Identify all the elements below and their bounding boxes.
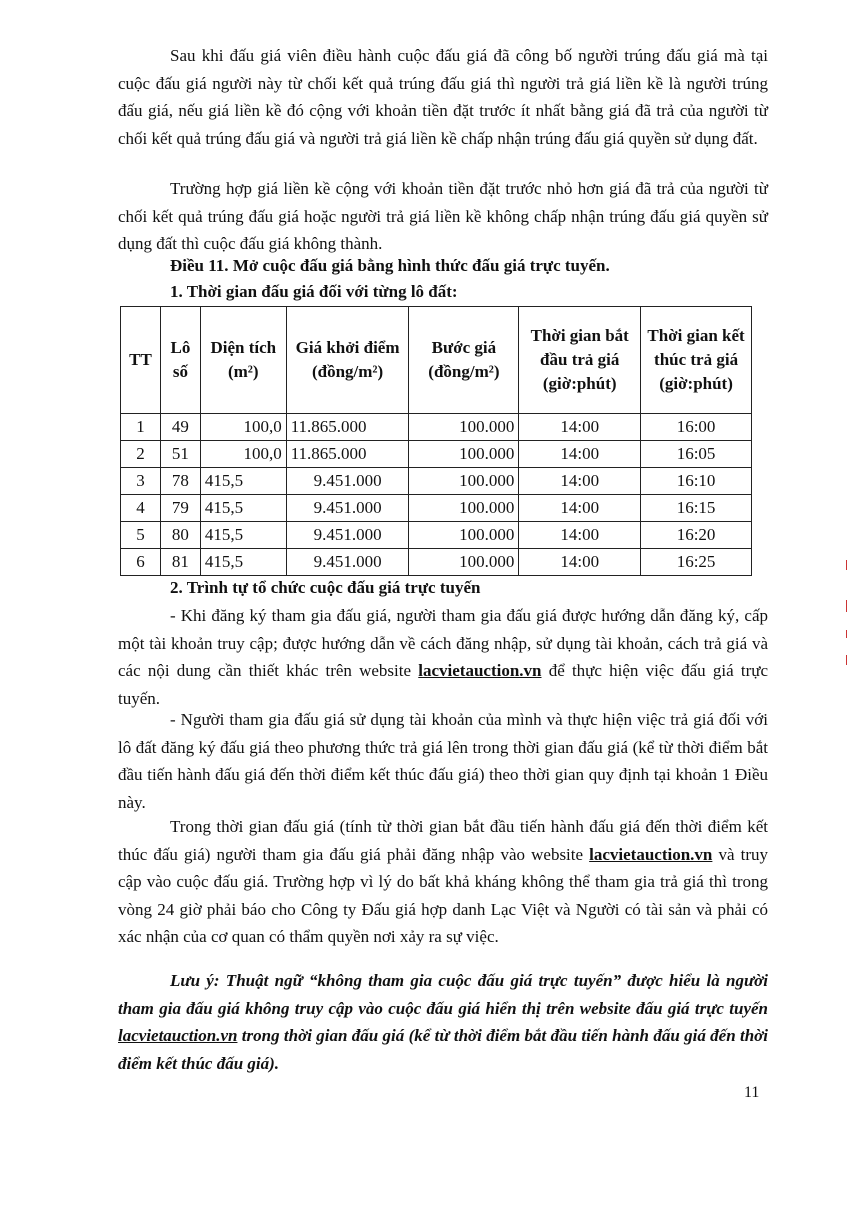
login-text: Trong thời gian đấu giá (tính từ thời gian bắt đầu tiến hành đấu giá đến thời điểm kết thúc đấu giá) người tham gia đấu giá phải đăng nhập vào website [118, 817, 768, 864]
cell-step: 100.000 [409, 441, 519, 468]
cell-end: 16:10 [641, 468, 752, 495]
margin-mark [846, 655, 847, 665]
header-step: Bước giá (đồng/m²) [409, 307, 519, 414]
cell-step: 100.000 [409, 414, 519, 441]
header-area: Diện tích (m²) [200, 307, 286, 414]
article-title: Mở cuộc đấu giá bằng hình thức đấu giá trực tuyến. [232, 256, 610, 275]
paragraph-winner-refusal: Sau khi đấu giá viên điều hành cuộc đấu giá đã công bố người trúng đấu giá mà tại cuộc đấu giá người này từ chối kết quả trúng đấu giá thì người trả giá liền kề là người trúng đấu giá, nếu giá liền kề đó cộng với khoản tiền đặt trước ít nhất bằng giá đã trả của người từ chối kết quả trúng đấu giá và người trả giá liền kề chấp nhận trúng đấu giá quyền sử dụng đất. [118, 46, 768, 148]
table-row [121, 468, 752, 495]
cell-area: 100,0 [200, 441, 286, 468]
login-text-end: và truy cập vào cuộc đấu giá. Trường hợp vì lý do bất khả kháng không thể tham gia trả giá thì trong vòng 24 giờ phải báo cho Công ty Đấu giá hợp danh Lạc Việt và Người có tài sản và phải có xác nhận của cơ quan có thẩm quyền nơi xảy ra sự việc. [118, 844, 768, 946]
cell-tt: 3 [121, 468, 161, 495]
cell-price: 9.451.000 [286, 468, 409, 495]
cell-step: 100.000 [409, 522, 519, 549]
table-row [121, 441, 752, 468]
cell-end: 16:20 [641, 522, 752, 549]
registration-text-end: để thực hiện việc đấu giá trực tuyến. [118, 661, 768, 708]
cell-tt: 2 [121, 441, 161, 468]
margin-mark [846, 600, 847, 612]
cell-end: 16:00 [641, 414, 752, 441]
cell-start: 14:00 [519, 468, 641, 495]
cell-price: 9.451.000 [286, 549, 409, 576]
cell-area: 415,5 [200, 495, 286, 522]
cell-lot: 81 [160, 549, 200, 576]
website-link[interactable]: lacvietauction.vn [118, 1026, 238, 1045]
auction-time-table [120, 306, 752, 576]
table-header-row [121, 307, 752, 414]
cell-price: 11.865.000 [286, 414, 409, 441]
cell-step: 100.000 [409, 549, 519, 576]
cell-lot: 51 [160, 441, 200, 468]
cell-tt: 1 [121, 414, 161, 441]
note-paragraph [118, 967, 768, 1077]
paragraph-auction-failed: Trường hợp giá liền kề cộng với khoản tiền đặt trước nhỏ hơn giá đã trả của người từ chối kết quả trúng đấu giá hoặc người trả giá liền kề không chấp nhận trúng đấu giá quyền sử dụng đất thì cuộc đấu giá không thành. [118, 179, 768, 253]
section1-title: 1. Thời gian đấu giá đối với từng lô đất: [170, 282, 458, 301]
header-tt: TT [121, 307, 161, 414]
cell-area: 415,5 [200, 549, 286, 576]
cell-tt: 5 [121, 522, 161, 549]
table-row [121, 495, 752, 522]
page-number: 11 [744, 1084, 760, 1101]
cell-lot: 49 [160, 414, 200, 441]
cell-tt: 6 [121, 549, 161, 576]
cell-lot: 79 [160, 495, 200, 522]
cell-end: 16:15 [641, 495, 752, 522]
cell-start: 14:00 [519, 522, 641, 549]
cell-step: 100.000 [409, 468, 519, 495]
paragraph-login-requirement [118, 813, 768, 951]
cell-tt: 4 [121, 495, 161, 522]
section2-title: 2. Trình tự tổ chức cuộc đấu giá trực tuyến [170, 578, 481, 597]
cell-start: 14:00 [519, 549, 641, 576]
cell-price: 9.451.000 [286, 495, 409, 522]
header-lot: Lô số [160, 307, 200, 414]
paragraph-registration [118, 602, 768, 712]
note-text-end: trong thời gian đấu giá (kể từ thời điểm bắt đầu tiến hành đấu giá đến thời điểm kết thúc đấu giá). [118, 1026, 768, 1073]
cell-price: 11.865.000 [286, 441, 409, 468]
note-text: Lưu ý: Thuật ngữ “không tham gia cuộc đấu giá trực tuyến” được hiểu là người tham gia đấu giá không truy cập vào cuộc đấu giá hiển thị trên website đấu giá trực tuyến [118, 971, 768, 1018]
article-heading [170, 256, 610, 276]
cell-end: 16:25 [641, 549, 752, 576]
cell-price: 9.451.000 [286, 522, 409, 549]
registration-text: - Khi đăng ký tham gia đấu giá, người tham gia đấu giá được hướng dẫn đăng ký, cấp một tài khoản truy cập; được hướng dẫn về cách đăng nhập, sử dụng tài khoản, cách trả giá và các nội dung cần thiết khác trên website [118, 606, 768, 680]
table-row [121, 414, 752, 441]
website-link[interactable]: lacvietauction.vn [589, 844, 713, 864]
cell-end: 16:05 [641, 441, 752, 468]
website-link[interactable]: lacvietauction.vn [418, 661, 542, 680]
article-label: Điều 11. [170, 256, 229, 275]
header-end-time: Thời gian kết thúc trả giá (giờ:phút) [641, 307, 752, 414]
cell-start: 14:00 [519, 441, 641, 468]
margin-mark [846, 630, 847, 638]
margin-mark [846, 560, 847, 570]
table-row [121, 522, 752, 549]
cell-start: 14:00 [519, 414, 641, 441]
cell-start: 14:00 [519, 495, 641, 522]
cell-lot: 78 [160, 468, 200, 495]
cell-area: 415,5 [200, 468, 286, 495]
cell-area: 415,5 [200, 522, 286, 549]
paragraph-bidding: - Người tham gia đấu giá sử dụng tài khoản của mình và thực hiện việc trả giá đối với lô đất đăng ký đấu giá theo phương thức trả giá lên trong thời gian đấu giá (kể từ thời điểm bắt đầu tiến hành đấu giá đến thời điểm kết thúc đấu giá) theo thời gian quy định tại khoản 1 Điều này. [118, 710, 768, 812]
cell-area: 100,0 [200, 414, 286, 441]
cell-step: 100.000 [409, 495, 519, 522]
header-start-time: Thời gian bắt đầu trả giá (giờ:phút) [519, 307, 641, 414]
cell-lot: 80 [160, 522, 200, 549]
table-row [121, 549, 752, 576]
header-start-price: Giá khởi điểm (đồng/m²) [286, 307, 409, 414]
